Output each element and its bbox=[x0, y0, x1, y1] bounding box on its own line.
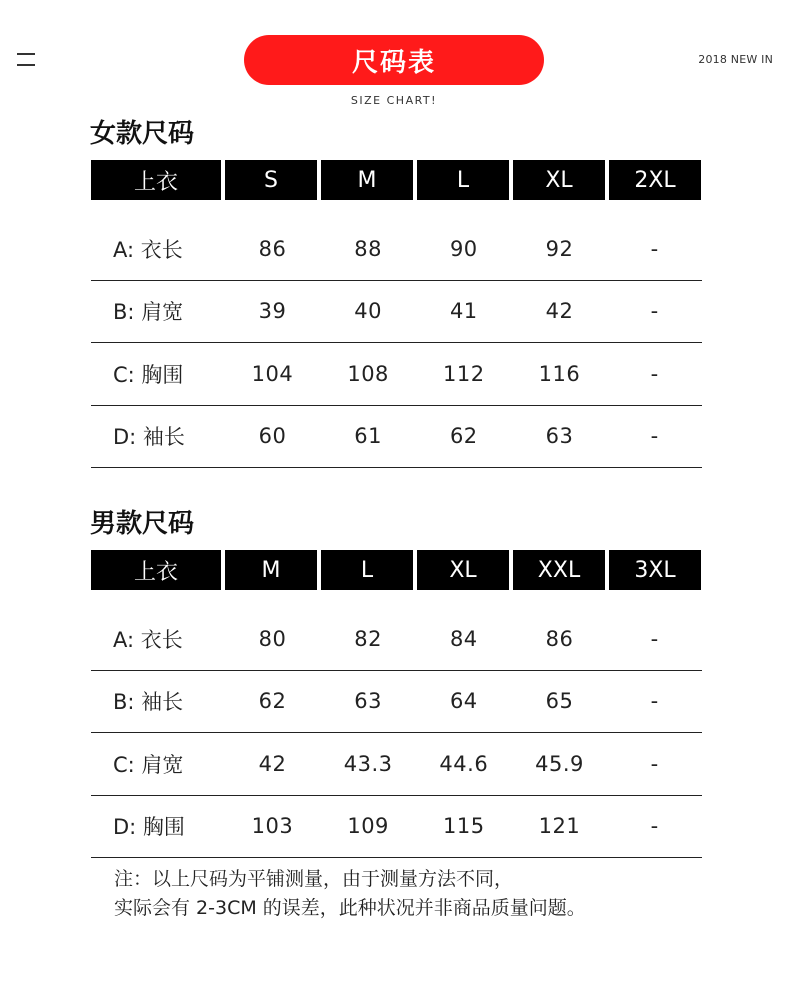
cell-value: 104 bbox=[251, 361, 294, 386]
table-row bbox=[91, 608, 702, 671]
header-cell: 上衣 bbox=[91, 550, 221, 590]
cell-value: 43.3 bbox=[343, 751, 393, 776]
cell-value: 86 bbox=[258, 236, 287, 261]
menu-icon[interactable] bbox=[17, 53, 35, 67]
table-row bbox=[91, 733, 702, 796]
header-cell: M bbox=[321, 160, 413, 200]
header-cell: S bbox=[225, 160, 317, 200]
size-chart-banner: 尺码表 bbox=[244, 35, 544, 85]
cell-value: - bbox=[650, 299, 659, 324]
cell-value: - bbox=[650, 424, 659, 449]
cell-value: 80 bbox=[258, 626, 287, 651]
cell-value: 121 bbox=[538, 814, 581, 839]
cell-value: 86 bbox=[545, 626, 574, 651]
table-row bbox=[91, 671, 702, 734]
cell-value: 103 bbox=[251, 814, 294, 839]
table-row bbox=[91, 343, 702, 406]
cell-value: 115 bbox=[443, 814, 485, 839]
women-header-row bbox=[91, 160, 702, 200]
row-label: D: 袖长 bbox=[113, 425, 185, 450]
header-cell: 上衣 bbox=[91, 160, 221, 200]
cell-value: 65 bbox=[545, 689, 574, 714]
row-label: C: 肩宽 bbox=[113, 752, 184, 777]
table-row bbox=[91, 796, 702, 859]
header-cell: XL bbox=[417, 550, 509, 590]
header-cell: L bbox=[321, 550, 413, 590]
cell-value: 45.9 bbox=[535, 751, 584, 776]
cell-value: 60 bbox=[258, 424, 287, 449]
cell-value: - bbox=[650, 361, 659, 386]
cell-value: 41 bbox=[449, 299, 478, 324]
cell-value: - bbox=[650, 236, 659, 261]
table-row bbox=[91, 218, 702, 281]
measurement-note bbox=[114, 865, 586, 923]
cell-value: 64 bbox=[449, 689, 478, 714]
header-cell: L bbox=[417, 160, 509, 200]
cell-value: 92 bbox=[545, 236, 574, 261]
cell-value: 112 bbox=[443, 361, 485, 386]
cell-value: 40 bbox=[354, 299, 382, 324]
header-cell: XL bbox=[513, 160, 605, 200]
row-label: D: 胸围 bbox=[113, 815, 185, 840]
note-line-2: 实际会有 2-3CM 的误差，此种状况并非商品质量问题。 bbox=[114, 897, 586, 919]
men-size-table bbox=[91, 550, 702, 858]
header-cell: 3XL bbox=[609, 550, 701, 590]
cell-value: - bbox=[650, 814, 659, 839]
row-label: A: 衣长 bbox=[113, 237, 183, 262]
cell-value: 90 bbox=[449, 236, 478, 261]
women-size-title: 女款尺码 bbox=[90, 119, 195, 149]
cell-value: 82 bbox=[354, 626, 382, 651]
cell-value: - bbox=[650, 626, 659, 651]
cell-value: 62 bbox=[258, 689, 287, 714]
cell-value: 88 bbox=[354, 236, 382, 261]
men-size-title: 男款尺码 bbox=[90, 509, 195, 539]
cell-value: 44.6 bbox=[439, 751, 489, 776]
cell-value: 108 bbox=[347, 361, 389, 386]
row-label: B: 袖长 bbox=[113, 690, 184, 715]
cell-value: 84 bbox=[449, 626, 478, 651]
size-chart-subtitle: SIZE CHART! bbox=[350, 94, 438, 107]
new-in-tag: 2018 NEW IN bbox=[698, 53, 773, 66]
men-header-row bbox=[91, 550, 702, 590]
cell-value: - bbox=[650, 689, 659, 714]
row-label: B: 肩宽 bbox=[113, 300, 184, 325]
table-row bbox=[91, 281, 702, 344]
header-cell: 2XL bbox=[609, 160, 701, 200]
women-size-table bbox=[91, 160, 702, 468]
header-cell: M bbox=[225, 550, 317, 590]
cell-value: 61 bbox=[354, 424, 382, 449]
cell-value: 39 bbox=[258, 299, 287, 324]
cell-value: 116 bbox=[538, 361, 581, 386]
header-cell: XXL bbox=[513, 550, 605, 590]
table-row bbox=[91, 406, 702, 469]
cell-value: 63 bbox=[354, 689, 382, 714]
cell-value: 42 bbox=[258, 751, 287, 776]
cell-value: 62 bbox=[449, 424, 478, 449]
cell-value: 42 bbox=[545, 299, 574, 324]
row-label: A: 衣长 bbox=[113, 627, 183, 652]
row-label: C: 胸围 bbox=[113, 362, 184, 387]
cell-value: - bbox=[650, 751, 659, 776]
cell-value: 109 bbox=[347, 814, 389, 839]
note-line-1: 注：以上尺码为平铺测量，由于测量方法不同， bbox=[114, 868, 514, 890]
cell-value: 63 bbox=[545, 424, 574, 449]
